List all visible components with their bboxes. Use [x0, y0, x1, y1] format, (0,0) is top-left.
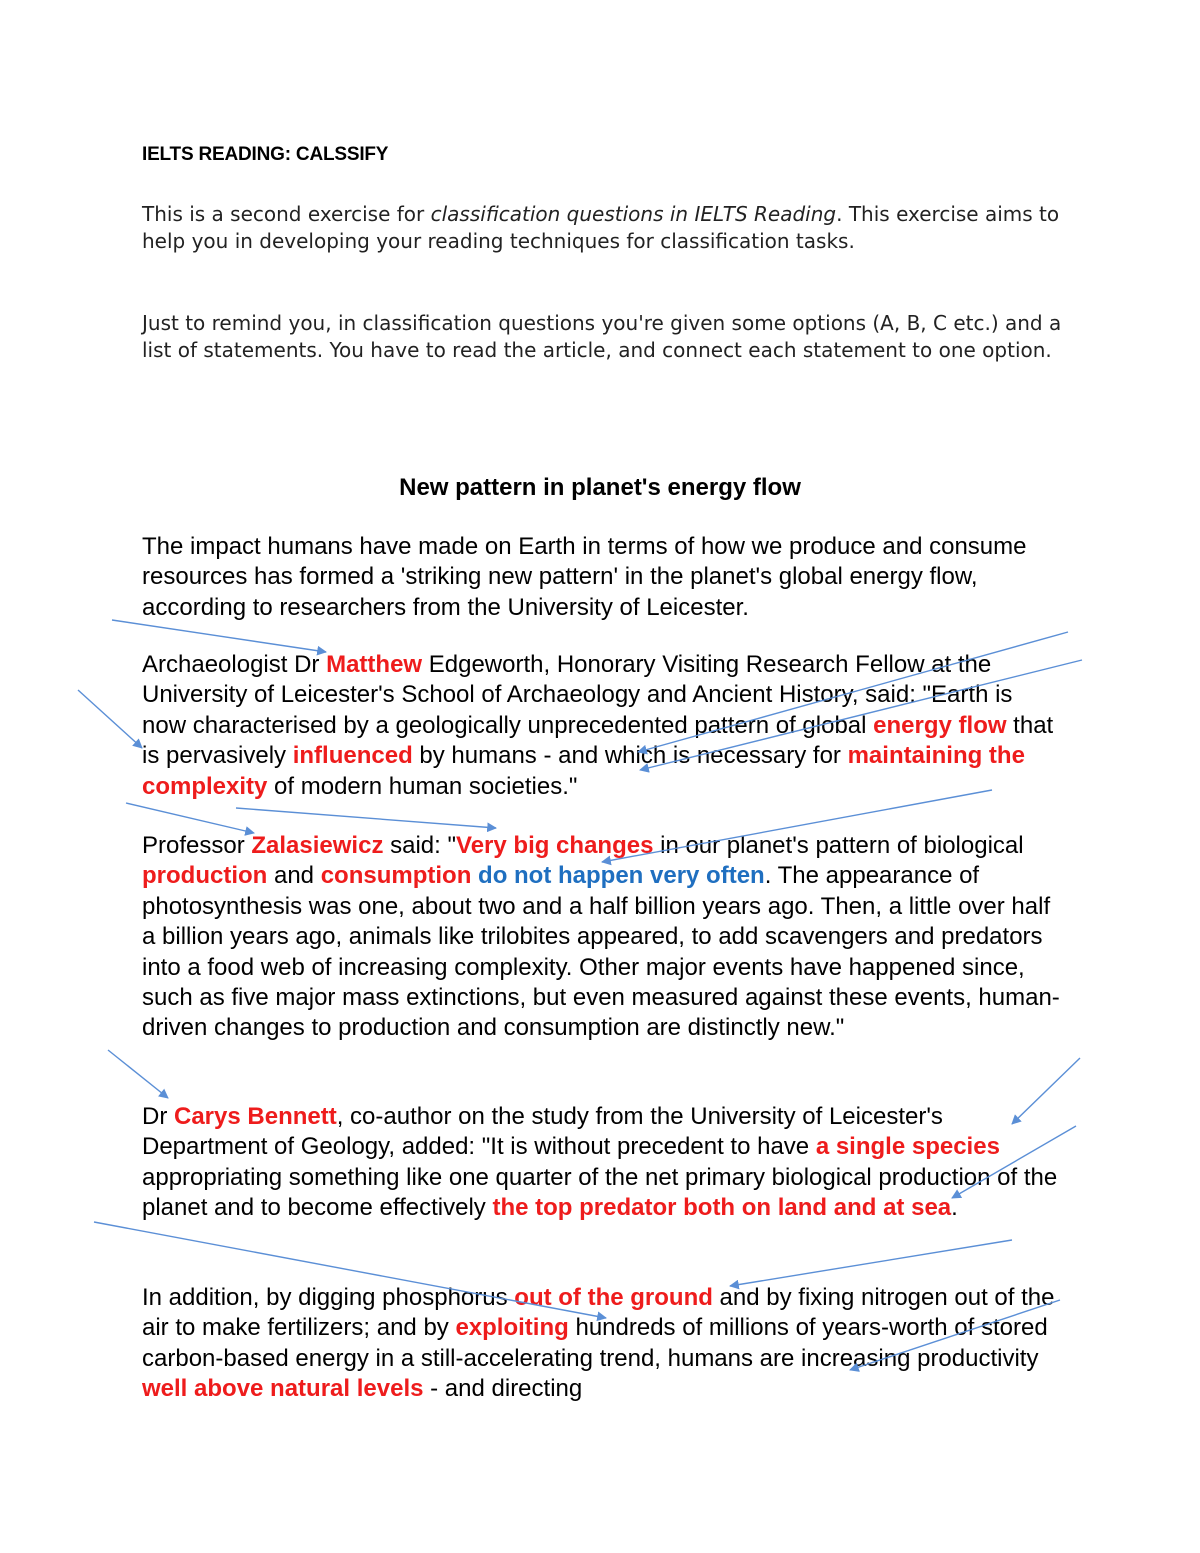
text-run: - and directing: [423, 1375, 583, 1403]
text-run: , co-author on the study from the University of Leicester's Department of Geology, added: "It is without precedent to have: [142, 1103, 943, 1161]
intro-text: . This exercise aims to help you in developing your reading techniques for classification tasks.: [142, 202, 1060, 253]
highlight-red: maintaining the complexity: [142, 742, 1025, 800]
highlight-red: the top predator both on land and at sea: [492, 1194, 952, 1222]
text-run: Dr: [142, 1103, 174, 1130]
highlight-blue: do not happen very often: [478, 862, 765, 890]
text-run: Professor: [142, 832, 252, 859]
text-run: appropriating something like one quarter of the net primary biological production of the planet and to become effectively: [142, 1163, 1058, 1222]
article-paragraph-5: [142, 1283, 1062, 1405]
text-run: said: ": [383, 832, 457, 859]
intro-text: This is a second exercise for: [142, 202, 431, 226]
arrow-line: [108, 1050, 168, 1098]
highlight-red: energy flow: [873, 711, 1007, 739]
arrow-line: [236, 808, 496, 828]
highlight-red: consumption: [320, 862, 472, 890]
arrow-line: [78, 690, 142, 748]
highlight-red: well above natural levels: [142, 1375, 424, 1403]
text-run: and by fixing nitrogen out of the air to make fertilizers; and by: [142, 1284, 1055, 1342]
text-run: Edgeworth, Honorary Visiting Research Fellow at the University of Leicester's School of Archaeology and Ancient History, said: "Earth is now characterised by a geologically unprecedented pattern of global: [142, 651, 1013, 739]
text-run: Archaeologist Dr: [142, 651, 327, 678]
text-run: and: [267, 862, 321, 890]
arrow-line: [112, 620, 326, 652]
text-run: of modern human societies.": [267, 772, 578, 800]
highlight-red: influenced: [292, 742, 413, 770]
article-paragraph-3: [142, 831, 1062, 1044]
intro-paragraph-2: Just to remind you, in classification questions you're given some options (A, B, C etc.) and a list of statements. You have to read the article, and connect each statement to one option.: [142, 311, 1062, 362]
article-title: New pattern in planet's energy flow: [399, 474, 801, 501]
text-run: that is pervasively: [142, 711, 1054, 770]
highlight-red: Very big changes: [456, 832, 654, 859]
text-run: . The appearance of photosynthesis was one, about two and a half billion years ago. Then, a little over half a billion years ago, animals like trilobites appeared, to add scavengers and predators into a food web of increasing complexity. Other major events have happened since, such as five major mass extinctions, but even measured against these events, human-driven changes to production and consumption are distinctly new.": [142, 862, 1060, 1042]
arrow-line: [126, 803, 254, 833]
text-run: .: [951, 1194, 958, 1222]
highlight-red: exploiting: [455, 1314, 569, 1342]
article-paragraph-4: [142, 1102, 1062, 1224]
page-heading: IELTS READING: CALSSIFY: [142, 144, 389, 165]
text-run: hundreds of millions of years-worth of stored carbon-based energy in a still-accelerating trend, humans are increasing productivity: [142, 1314, 1048, 1372]
text-run: In addition, by digging phosphorus: [142, 1284, 515, 1311]
highlight-red: Carys Bennett: [174, 1103, 337, 1130]
highlight-red: Zalasiewicz: [251, 832, 384, 859]
intro-paragraph-1: [142, 201, 1072, 255]
highlight-red: out of the ground: [514, 1284, 713, 1311]
article-paragraph-2: [142, 650, 1062, 802]
highlight-red: a single species: [815, 1133, 1000, 1161]
arrow-line: [730, 1240, 1012, 1286]
highlight-red: production: [142, 862, 268, 890]
highlight-red: Matthew: [326, 651, 423, 678]
text-run: in our planet's pattern of biological: [653, 832, 1024, 859]
text-run: by humans - and which is necessary for: [412, 742, 848, 770]
article-paragraph-1: The impact humans have made on Earth in terms of how we produce and consume resources has formed a 'striking new pattern' in the planet's global energy flow, according to researchers from the University of Leicester.: [142, 533, 1027, 621]
intro-emphasis: classification questions in IELTS Reading: [430, 202, 837, 226]
